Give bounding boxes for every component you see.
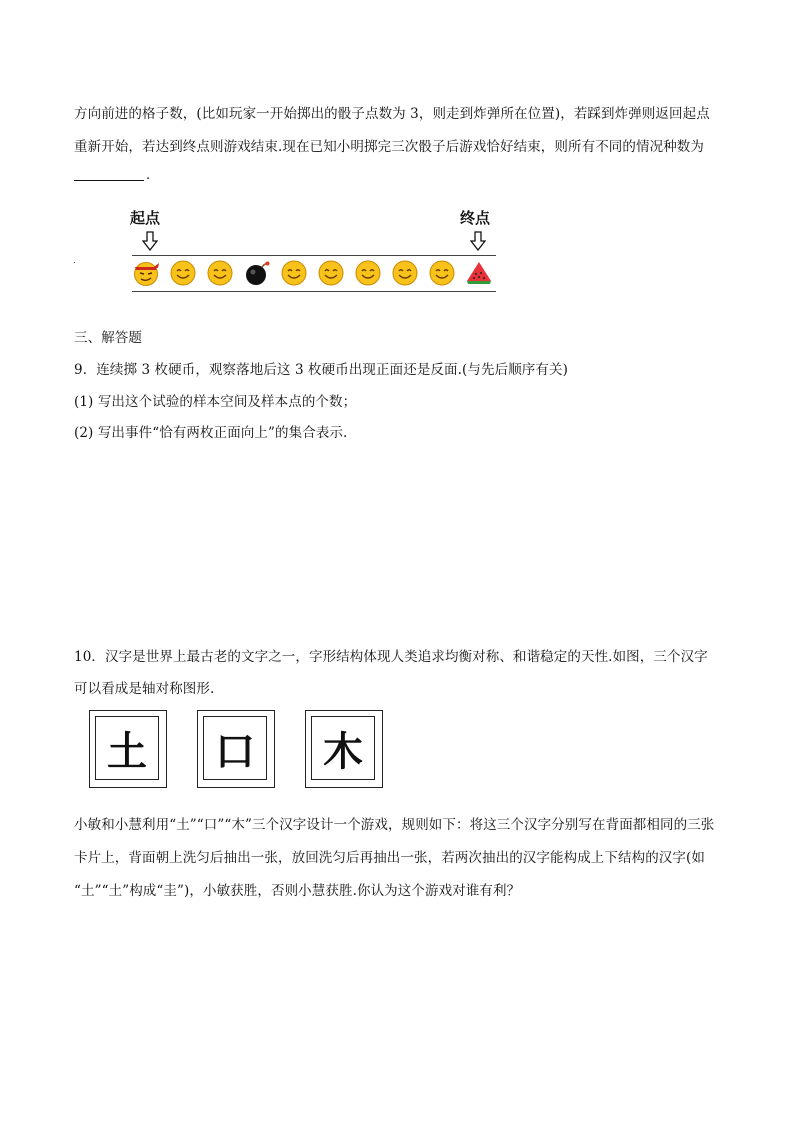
bomb-icon — [243, 259, 271, 287]
start-label: 起点 — [130, 209, 161, 227]
end-down-arrow-icon — [470, 231, 486, 251]
problem10-rules-line1: 小敏和小慧利用“土”“口”“木”三个汉字设计一个游戏，规则如下：将这三个汉字分别写在背面都相同的三张 — [74, 817, 715, 833]
hanzi-card-2 — [197, 710, 275, 788]
player-icon — [132, 259, 160, 287]
hanzi-card-glyph: 口 — [215, 728, 255, 775]
smiley-icon — [280, 259, 308, 287]
answer-blank — [74, 180, 144, 181]
board-top-line — [132, 255, 496, 256]
problem8-text-line1: 方向前进的格子数，(比如玩家一开始掷出的骰子点数为 3，则走到炸弹所在位置)，若踩到炸弹则返回起点 — [74, 106, 710, 122]
problem10-text-line2: 可以看成是轴对称图形. — [74, 681, 215, 697]
problem9-question2: (2) 写出事件“恰有两枚正面向上”的集合表示. — [74, 425, 348, 441]
smiley-icon — [391, 259, 419, 287]
problem10-rules-line2: 卡片上，背面朝上洗匀后抽出一张，放回洗匀后再抽出一张，若两次抽出的汉字能构成上下结构的汉字(如 — [74, 850, 705, 866]
game-board-figure — [120, 205, 510, 300]
hanzi-card-glyph: 木 — [323, 728, 363, 775]
problem9-stem: 9．连续掷 3 枚硬币，观察落地后这 3 枚硬币出现正面还是反面.(与先后顺序有关) — [74, 362, 568, 378]
watermelon-icon — [465, 259, 493, 287]
smiley-icon — [317, 259, 345, 287]
hanzi-card-glyph: 土 — [107, 728, 147, 775]
problem10-text-line1: 10．汉字是世界上最古老的文字之一，字形结构体现人类追求均衡对称、和谐稳定的天性.如图，三个汉字 — [74, 649, 708, 665]
smiley-icon — [354, 259, 382, 287]
board-bottom-line — [132, 291, 496, 292]
problem9-question1: (1) 写出这个试验的样本空间及样本点的个数； — [74, 394, 357, 410]
section-heading: 三、解答题 — [74, 330, 142, 346]
hanzi-card-3 — [305, 710, 383, 788]
smiley-icon — [206, 259, 234, 287]
problem8-text-line2: 重新开始，若达到终点则游戏结束.现在已知小明掷完三次骰子后游戏恰好结束，则所有不同的情况种数为 — [74, 139, 704, 155]
margin-dot: . — [73, 256, 76, 265]
start-down-arrow-icon — [142, 231, 158, 251]
smiley-icon — [169, 259, 197, 287]
smiley-icon — [428, 259, 456, 287]
hanzi-card-1 — [89, 710, 167, 788]
end-label: 终点 — [460, 209, 491, 227]
problem10-rules-line3: “土”“土”构成“圭”)，小敏获胜，否则小慧获胜.你认为这个游戏对谁有利？ — [74, 883, 521, 899]
answer-blank-period: . — [146, 168, 151, 183]
